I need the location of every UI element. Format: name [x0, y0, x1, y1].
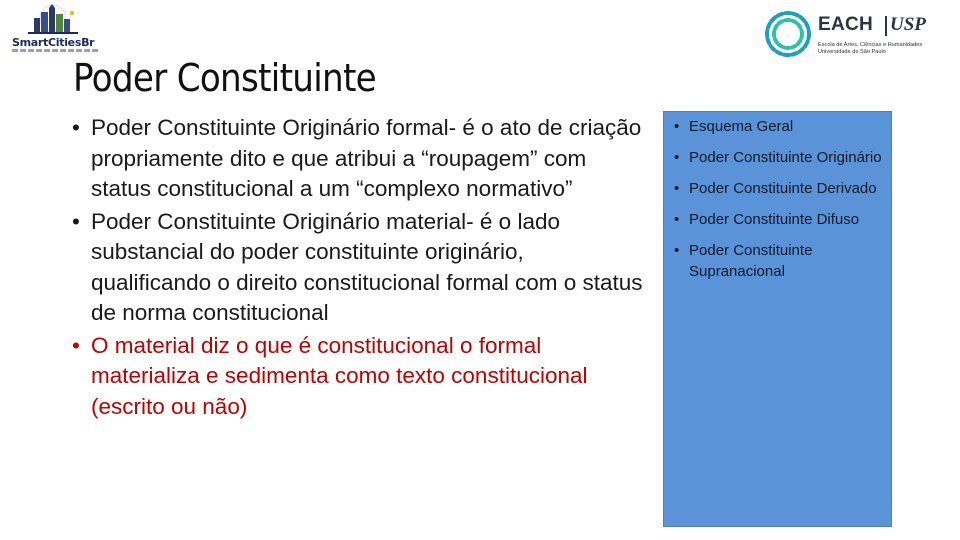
outline-item: • Esquema Geral: [672, 116, 887, 137]
main-bullet: • Poder Constituinte Originário formal- é o ato de criação propriamente dito e que atribui a “roupagem” com status constitucional a um “complexo normativo”: [70, 113, 650, 205]
outline-panel: [663, 111, 892, 527]
logo-divider: [885, 16, 887, 36]
usp-wordmark: USP: [890, 14, 926, 35]
smartcities-brand: SmartCitiesBr: [12, 36, 95, 49]
smartcities-tagline: [12, 49, 98, 52]
main-bullet-highlight: • O material diz o que é constitucional o formal materializa e sedimenta como texto constitucional (escrito ou não): [70, 331, 650, 423]
main-bullet-list: [70, 113, 650, 424]
main-bullet: • Poder Constituinte Originário material- é o lado substancial do poder constituinte originário, qualificando o direito constitucional formal com o status de norma constitucional: [70, 207, 650, 329]
outline-item: • Poder Constituinte Difuso: [672, 209, 887, 230]
each-usp-logo: [762, 8, 952, 64]
outline-item: • Poder Constituinte Supranacional: [672, 240, 887, 282]
outline-item: • Poder Constituinte Originário: [672, 147, 887, 168]
smartcities-logo: [8, 4, 98, 52]
outline-list: [672, 116, 887, 292]
each-ring-icon: [762, 8, 814, 60]
each-wordmark: EACH: [818, 14, 874, 35]
outline-item: • Poder Constituinte Derivado: [672, 178, 887, 199]
each-subtitle: Escola de Artes, Ciências e Humanidades Universidade de São Paulo: [818, 42, 923, 55]
city-skyline-icon: [18, 4, 88, 36]
slide-title: Poder Constituinte: [73, 56, 376, 100]
